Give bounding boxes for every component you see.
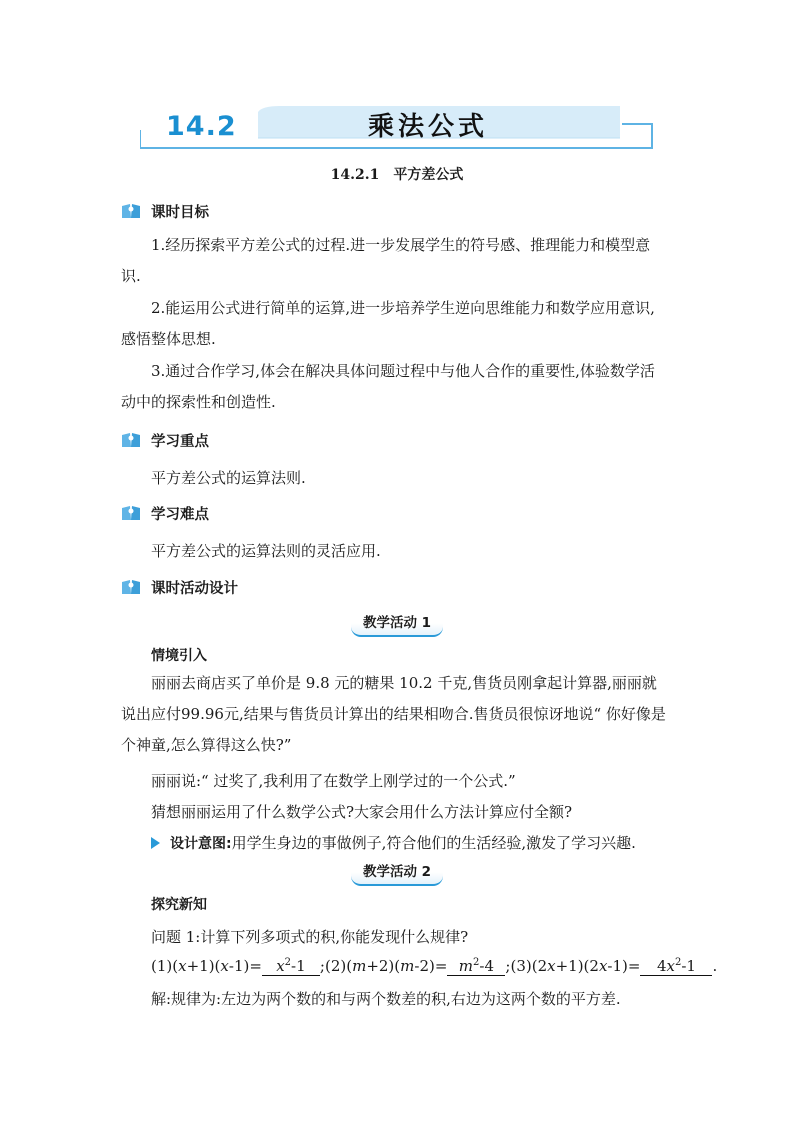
section-subheading: 14.2.1 平方差公式	[330, 167, 464, 183]
answer-blank: $m^2-4$	[447, 957, 505, 976]
chapter-number: 14.2	[166, 111, 237, 142]
section-activity-design	[121, 577, 238, 598]
section-difficulty	[121, 503, 209, 524]
answer-blank: $4x^2-1$	[640, 957, 712, 976]
key-point-text: 平方差公式的运算法则.	[151, 469, 306, 487]
book-icon	[121, 505, 141, 522]
book-icon	[121, 203, 141, 220]
explore-label: 探究新知	[151, 897, 207, 913]
chapter-title: 乘法公式	[368, 112, 489, 142]
design-intent	[151, 832, 636, 853]
section-objectives	[121, 201, 209, 222]
section-key-point	[121, 430, 209, 451]
book-icon	[121, 579, 141, 596]
activity-2-heading	[0, 858, 794, 886]
section-label: 课时活动设计	[151, 581, 238, 597]
section-label: 学习难点	[151, 507, 209, 523]
chapter-banner	[140, 104, 655, 152]
reply-text: 丽丽说:“ 过奖了,我利用了在数学上刚学过的一个公式.”	[151, 772, 516, 790]
section-label: 课时目标	[151, 205, 209, 221]
formula-line: $(1)(x+1)(x-1)= x^2-1$ ;(2)(m+2)(m-2)= $m^2-4$ ;(3)(2x+1)(2x-1)= $4x^2-1$ .	[151, 957, 718, 975]
difficulty-text: 平方差公式的运算法则的灵活应用.	[151, 542, 381, 560]
section-label: 学习重点	[151, 434, 209, 450]
objective-item: 1.经历探索平方差公式的过程.进一步发展学生的符号感、推理能力和模型意识.	[121, 236, 651, 285]
question-text: 猜想丽丽运用了什么数学公式?大家会用什么方法计算应付全额?	[151, 803, 573, 821]
conclusion-text: 解:规律为:左边为两个数的和与两个数差的积,右边为这两个数的平方差.	[151, 990, 621, 1008]
story-paragraph: 丽丽去商店买了单价是 9.8 元的糖果 10.2 千克,售货员刚拿起计算器,丽丽就说出应付99.96元,结果与售货员计算出的结果相吻合.售货员很惊讶地说“ 你好像是个神童,怎么算得这么快?”	[121, 674, 666, 754]
objective-item: 2.能运用公式进行简单的运算,进一步培养学生逆向思维能力和数学应用意识,感悟整体思想.	[121, 299, 655, 348]
triangle-bullet-icon	[151, 837, 160, 849]
activity-title: 教学活动 2	[351, 858, 443, 886]
problem-text: 问题 1:计算下列多项式的积,你能发现什么规律?	[151, 928, 469, 946]
activity-title: 教学活动 1	[351, 609, 443, 637]
design-label: 设计意图:	[170, 835, 232, 852]
answer-blank: $x^2-1$	[262, 957, 320, 976]
design-text: 用学生身边的事做例子,符合他们的生活经验,激发了学习兴趣.	[231, 834, 636, 852]
book-icon	[121, 432, 141, 449]
objective-item: 3.通过合作学习,体会在解决具体问题过程中与他人合作的重要性,体验数学活动中的探索性和创造性.	[121, 362, 655, 411]
intro-label: 情境引入	[151, 648, 207, 664]
activity-1-heading	[0, 609, 794, 637]
